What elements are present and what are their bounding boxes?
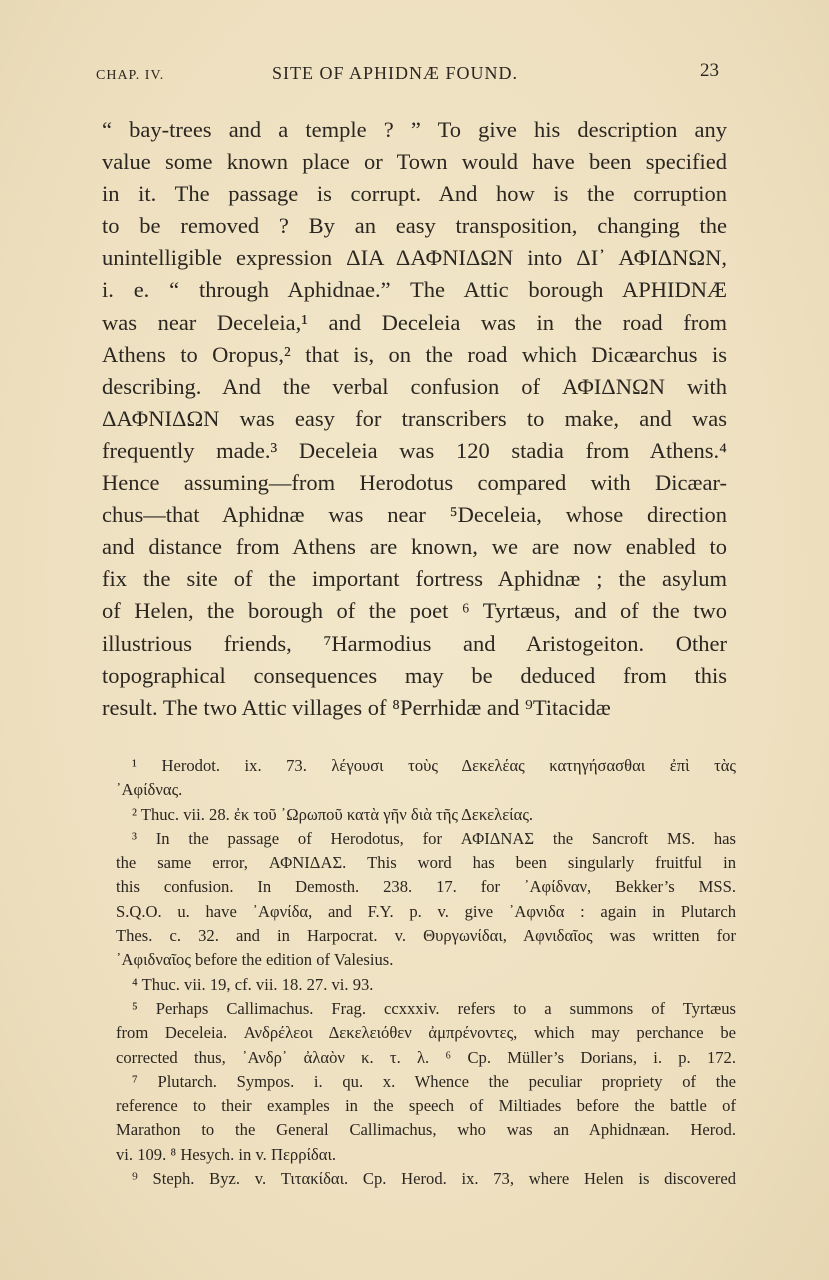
body-line: and distance from Athens are known, we are now enabled to	[102, 534, 727, 560]
body-line: illustrious friends, ⁷Harmodius and Aristogeiton. Other	[102, 630, 727, 656]
body-line: Athens to Oropus,² that is, on the road which Dicæarchus is	[102, 341, 727, 367]
body-line: describing. And the verbal confusion of ΑΦΙΔΝΩΝ with	[102, 373, 727, 399]
footnote-line: ⁷ Plutarch. Sympos. i. qu. x. Whence the peculiar propriety of the	[132, 1071, 736, 1091]
body-line: in it. The passage is corrupt. And how is the corruption	[102, 181, 727, 207]
body-line: to be removed ? By an easy transposition, changing the	[102, 213, 727, 239]
page-number: 23	[700, 60, 719, 81]
body-line: ΔΑΦΝΙΔΩΝ was easy for transcribers to make, and was	[102, 405, 727, 431]
footnote-line: ᾽Αφιδναῖος before the edition of Valesius.	[116, 950, 394, 970]
footnote-line: this confusion. In Demosth. 238. 17. for ᾽Αφίδναν, Bekker’s MSS.	[116, 877, 736, 897]
body-line: chus—that Aphidnæ was near ⁵Deceleia, whose direction	[102, 502, 727, 528]
footnote-line: Thes. c. 32. and in Harpocrat. v. Θυργωνίδαι, Αφνιδαῖος was written for	[116, 926, 736, 946]
footnote-line: ² Thuc. vii. 28. ἐκ τοῦ ᾽Ωρωποῦ κατὰ γῆν διὰ τῆς Δεκελείας.	[132, 804, 534, 824]
footnote-line: ³ In the passage of Herodotus, for ΑΦΙΔΝΑΣ the Sancroft MS. has	[132, 828, 736, 848]
footnote-line: Marathon to the General Callimachus, who was an Aphidnæan. Herod.	[116, 1120, 736, 1140]
body-line: fix the site of the important fortress Aphidnæ ; the asylum	[102, 566, 727, 592]
body-text	[102, 114, 727, 724]
running-head	[96, 60, 719, 88]
footnote-line: corrected thus, ᾽Ανδρ᾽ ἀλαὸν κ. τ. λ. ⁶ Cp. Müller’s Dorians, i. p. 172.	[116, 1047, 736, 1067]
body-line: of Helen, the borough of the poet ⁶ Tyrtæus, and of the two	[102, 598, 727, 624]
body-line: frequently made.³ Deceleia was 120 stadia from Athens.⁴	[102, 437, 727, 463]
footnote-line: ⁹ Steph. Byz. v. Τιτακίδαι. Cp. Herod. ix. 73, where Helen is discovered	[132, 1169, 736, 1189]
footnote-line: from Deceleia. Ανδρέλεοι Δεκελειόθεν ἀμπρένοντες, which may perchance be	[116, 1023, 736, 1043]
footnote-line: ⁴ Thuc. vii. 19, cf. vii. 18. 27. vi. 93.	[132, 974, 374, 994]
body-line: Hence assuming—from Herodotus compared with Dicæar-	[102, 470, 727, 496]
body-line: value some known place or Town would have been specified	[102, 149, 727, 175]
chapter-label: CHAP. IV.	[96, 68, 165, 83]
footnote-line: ᾽Αφίδνας.	[116, 780, 183, 800]
body-line: topographical consequences may be deduced from this	[102, 662, 727, 688]
body-line: unintelligible expression ΔΙΑ ΔΑΦΝΙΔΩΝ into ΔΙ᾽ ΑΦΙΔΝΩΝ,	[102, 245, 727, 271]
body-line: “ bay-trees and a temple ? ” To give his description any	[102, 117, 727, 142]
footnote-line: the same error, ΑΦΝΙΔΑΣ. This word has been singularly fruitful in	[116, 853, 736, 873]
page-title: SITE OF APHIDNÆ FOUND.	[272, 63, 519, 83]
footnote-line: S.Q.O. u. have ᾽Αφνίδα, and F.Y. p. v. give ᾽Αφνιδα : again in Plutarch	[116, 901, 736, 921]
body-line: was near Deceleia,¹ and Deceleia was in the road from	[102, 309, 727, 335]
footnote-line: ¹ Herodot. ix. 73. λέγουσι τοὺς Δεκελέας κατηγήσασθαι ἐπὶ τὰς	[132, 756, 736, 775]
body-line: result. The two Attic villages of ⁸Perrhidæ and ⁹Titacidæ	[102, 694, 611, 720]
footnote-line: vi. 109. ⁸ Hesych. in v. Περρίδαι.	[116, 1144, 337, 1164]
footnote-line: reference to their examples in the speech of Miltiades before the battle of	[116, 1096, 736, 1116]
footnote-line: ⁵ Perhaps Callimachus. Frag. ccxxxiv. refers to a summons of Tyrtæus	[132, 998, 736, 1018]
body-line: i. e. “ through Aphidnae.” The Attic borough APHIDNÆ	[102, 277, 727, 303]
footnotes	[116, 754, 736, 1191]
